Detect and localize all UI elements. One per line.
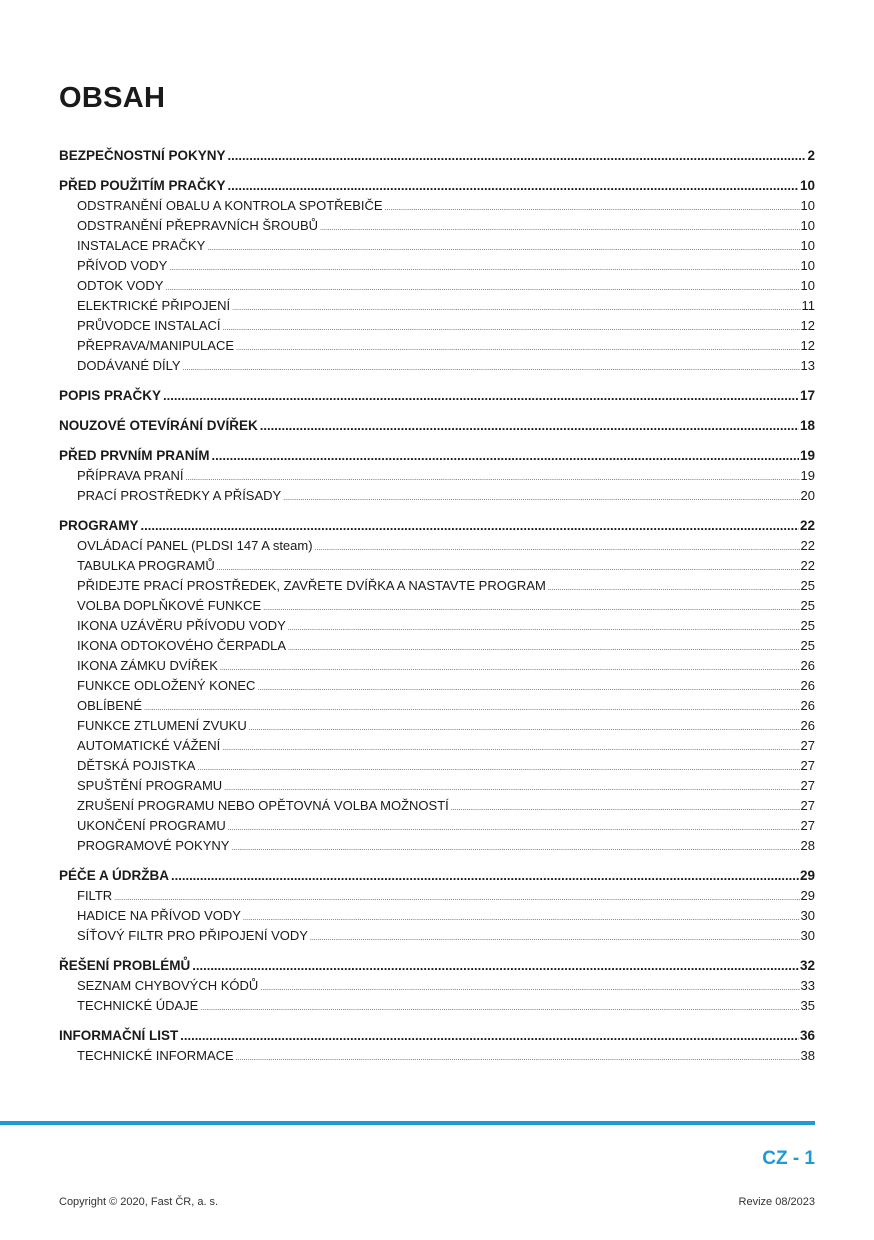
- toc-entry-title: ŘEŠENÍ PROBLÉMŮ: [59, 958, 191, 973]
- toc-entry-page: 26: [800, 698, 815, 713]
- toc-entry-title: TECHNICKÉ ÚDAJE: [77, 998, 199, 1013]
- dot-leader: [548, 585, 800, 592]
- toc-entry-title: PŘED POUŽITÍM PRAČKY: [59, 178, 226, 193]
- toc-entry-title: HADICE NA PŘÍVOD VODY: [77, 908, 241, 923]
- dot-leader: [207, 245, 799, 252]
- toc-entry-page: 25: [800, 578, 815, 593]
- toc-subentry[interactable]: [59, 358, 815, 378]
- dot-leader: [169, 265, 799, 272]
- toc-entry-title: NOUZOVÉ OTEVÍRÁNÍ DVÍŘEK: [59, 418, 258, 433]
- toc-entry-page: 10: [800, 258, 815, 273]
- dot-leader: [231, 845, 799, 852]
- dot-leader: [288, 625, 800, 632]
- dot-leader: [243, 915, 800, 922]
- toc-entry-page: 27: [800, 738, 815, 753]
- toc-subentry[interactable]: [59, 888, 815, 908]
- toc-entry-page: 11: [801, 298, 815, 313]
- toc-entry-page: 29: [800, 888, 815, 903]
- toc-entry-title: PŘÍPRAVA PRANÍ: [77, 468, 184, 483]
- dot-leader: [228, 178, 799, 193]
- toc-entry-page: 22: [800, 558, 815, 573]
- toc-entry-page: 27: [800, 798, 815, 813]
- revision-text: Revize 08/2023: [738, 1196, 815, 1208]
- toc-entry-title: OBLÍBENÉ: [77, 698, 143, 713]
- toc-subentry[interactable]: [59, 778, 815, 798]
- toc-entry-title: SÍŤOVÝ FILTR PRO PŘIPOJENÍ VODY: [77, 928, 308, 943]
- toc-subentry[interactable]: [59, 538, 815, 558]
- toc-subentry[interactable]: [59, 468, 815, 488]
- toc-chapter[interactable]: [59, 388, 815, 408]
- toc-subentry[interactable]: [59, 928, 815, 948]
- toc-subentry[interactable]: [59, 658, 815, 678]
- dot-leader: [283, 495, 799, 502]
- toc-entry-page: 25: [800, 638, 815, 653]
- toc-section: [59, 448, 815, 508]
- toc-subentry[interactable]: [59, 1048, 815, 1068]
- toc-entry-title: DĚTSKÁ POJISTKA: [77, 758, 196, 773]
- dot-leader: [141, 518, 799, 533]
- toc-entry-page: 36: [799, 1028, 815, 1043]
- toc-entry-title: ODTOK VODY: [77, 278, 164, 293]
- toc-chapter[interactable]: [59, 958, 815, 978]
- toc-entry-title: ZRUŠENÍ PROGRAMU NEBO OPĚTOVNÁ VOLBA MOŽNOSTÍ: [77, 798, 449, 813]
- toc-section: [59, 418, 815, 438]
- toc-subentry[interactable]: [59, 318, 815, 338]
- toc-entry-title: AUTOMATICKÉ VÁŽENÍ: [77, 738, 221, 753]
- toc-entry-title: SPUŠTĚNÍ PROGRAMU: [77, 778, 223, 793]
- toc-subentry[interactable]: [59, 218, 815, 238]
- dot-leader: [320, 225, 800, 232]
- toc-entry-title: FUNKCE ZTLUMENÍ ZVUKU: [77, 718, 247, 733]
- toc-chapter[interactable]: [59, 418, 815, 438]
- toc-entry-title: PROGRAMY: [59, 518, 139, 533]
- toc-entry-page: 10: [800, 218, 815, 233]
- toc-entry-title: PŘED PRVNÍM PRANÍM: [59, 448, 210, 463]
- toc-subentry[interactable]: [59, 338, 815, 358]
- toc-section: [59, 148, 815, 168]
- toc-entry-title: POPIS PRAČKY: [59, 388, 162, 403]
- dot-leader: [217, 565, 800, 572]
- toc-entry-page: 10: [800, 198, 815, 213]
- page-title: OBSAH: [59, 82, 166, 114]
- toc-subentry[interactable]: [59, 278, 815, 298]
- toc-chapter[interactable]: [59, 448, 815, 468]
- dot-leader: [257, 685, 799, 692]
- dot-leader: [144, 705, 800, 712]
- toc-entry-page: 22: [800, 538, 815, 553]
- toc-entry-title: PŘIDEJTE PRACÍ PROSTŘEDEK, ZAVŘETE DVÍŘKA A NASTAVTE PROGRAM: [77, 578, 546, 593]
- toc-entry-page: 26: [800, 718, 815, 733]
- toc-entry-title: FUNKCE ODLOŽENÝ KONEC: [77, 678, 256, 693]
- toc-section: [59, 518, 815, 858]
- toc-entry-page: 19: [799, 448, 815, 463]
- dot-leader: [236, 345, 800, 352]
- toc-entry-page: 10: [799, 178, 815, 193]
- toc-chapter[interactable]: [59, 148, 815, 168]
- toc-entry-page: 30: [800, 908, 815, 923]
- toc-subentry[interactable]: [59, 908, 815, 928]
- toc-entry-page: 28: [800, 838, 815, 853]
- toc-entry-page: 29: [799, 868, 815, 883]
- toc-section: [59, 388, 815, 408]
- toc-subentry[interactable]: [59, 838, 815, 858]
- toc-subentry[interactable]: [59, 638, 815, 658]
- toc-entry-title: VOLBA DOPLŇKOVÉ FUNKCE: [77, 598, 262, 613]
- toc-subentry[interactable]: [59, 758, 815, 778]
- dot-leader: [315, 545, 800, 552]
- dot-leader: [200, 1005, 799, 1012]
- dot-leader: [222, 745, 799, 752]
- dot-leader: [451, 805, 800, 812]
- dot-leader: [385, 205, 800, 212]
- toc-entry-title: ODSTRANĚNÍ PŘEPRAVNÍCH ŠROUBŮ: [77, 218, 319, 233]
- toc-entry-title: PRACÍ PROSTŘEDKY A PŘÍSADY: [77, 488, 282, 503]
- dot-leader: [260, 418, 799, 433]
- dot-leader: [192, 958, 799, 973]
- toc-entry-title: SEZNAM CHYBOVÝCH KÓDŮ: [77, 978, 259, 993]
- toc-entry-page: 10: [800, 278, 815, 293]
- dot-leader: [165, 285, 799, 292]
- dot-leader: [185, 475, 799, 482]
- toc-entry-page: 18: [799, 418, 815, 433]
- dot-leader: [197, 765, 799, 772]
- toc-entry-title: DODÁVANÉ DÍLY: [77, 358, 181, 373]
- table-of-contents: [59, 148, 815, 1078]
- toc-entry-page: 12: [800, 338, 815, 353]
- toc-entry-page: 27: [800, 758, 815, 773]
- toc-entry-title: PRŮVODCE INSTALACÍ: [77, 318, 221, 333]
- dot-leader: [224, 785, 799, 792]
- dot-leader: [220, 665, 800, 672]
- dot-leader: [249, 725, 800, 732]
- toc-entry-page: 13: [800, 358, 815, 373]
- toc-chapter[interactable]: [59, 518, 815, 538]
- toc-entry-page: 26: [800, 658, 815, 673]
- toc-entry-title: OVLÁDACÍ PANEL (PLDSI 147 A steam): [77, 538, 313, 553]
- toc-subentry[interactable]: [59, 238, 815, 258]
- toc-subentry[interactable]: [59, 798, 815, 818]
- toc-entry-page: 25: [800, 598, 815, 613]
- toc-section: [59, 958, 815, 1018]
- dot-leader: [114, 895, 799, 902]
- toc-entry-title: ODSTRANĚNÍ OBALU A KONTROLA SPOTŘEBIČE: [77, 198, 383, 213]
- dot-leader: [171, 868, 799, 883]
- dot-leader: [263, 605, 799, 612]
- toc-entry-page: 10: [800, 238, 815, 253]
- toc-entry-title: TECHNICKÉ INFORMACE: [77, 1048, 234, 1063]
- toc-entry-page: 32: [799, 958, 815, 973]
- toc-entry-title: UKONČENÍ PROGRAMU: [77, 818, 226, 833]
- toc-subentry[interactable]: [59, 578, 815, 598]
- toc-entry-title: IKONA UZÁVĚRU PŘÍVODU VODY: [77, 618, 286, 633]
- dot-leader: [310, 935, 800, 942]
- toc-section: [59, 178, 815, 378]
- toc-entry-title: IKONA ODTOKOVÉHO ČERPADLA: [77, 638, 287, 653]
- dot-leader: [228, 148, 807, 163]
- toc-subentry[interactable]: [59, 258, 815, 278]
- toc-entry-page: 17: [799, 388, 815, 403]
- toc-subentry[interactable]: [59, 998, 815, 1018]
- footer-divider: [0, 1121, 815, 1125]
- dot-leader: [260, 985, 799, 992]
- toc-entry-title: IKONA ZÁMKU DVÍŘEK: [77, 658, 218, 673]
- toc-entry-page: 35: [800, 998, 815, 1013]
- toc-entry-title: PÉČE A ÚDRŽBA: [59, 868, 170, 883]
- toc-chapter[interactable]: [59, 178, 815, 198]
- toc-entry-page: 22: [799, 518, 815, 533]
- toc-subentry[interactable]: [59, 678, 815, 698]
- toc-entry-page: 33: [800, 978, 815, 993]
- toc-subentry[interactable]: [59, 618, 815, 638]
- toc-entry-title: INFORMAČNÍ LIST: [59, 1028, 179, 1043]
- toc-entry-title: PROGRAMOVÉ POKYNY: [77, 838, 230, 853]
- toc-entry-page: 26: [800, 678, 815, 693]
- dot-leader: [288, 645, 800, 652]
- dot-leader: [236, 1055, 800, 1062]
- dot-leader: [228, 825, 800, 832]
- toc-entry-title: FILTR: [77, 888, 113, 903]
- toc-section: [59, 868, 815, 948]
- toc-subentry[interactable]: [59, 718, 815, 738]
- toc-subentry[interactable]: [59, 558, 815, 578]
- toc-subentry[interactable]: [59, 198, 815, 218]
- toc-subentry[interactable]: [59, 698, 815, 718]
- toc-entry-page: 38: [800, 1048, 815, 1063]
- toc-chapter[interactable]: [59, 868, 815, 888]
- toc-subentry[interactable]: [59, 298, 815, 318]
- toc-entry-page: 27: [800, 818, 815, 833]
- copyright-text: Copyright © 2020, Fast ČR, a. s.: [59, 1196, 219, 1208]
- toc-entry-page: 25: [800, 618, 815, 633]
- page-number: CZ - 1: [762, 1148, 815, 1169]
- toc-entry-page: 30: [800, 928, 815, 943]
- toc-chapter[interactable]: [59, 1028, 815, 1048]
- toc-subentry[interactable]: [59, 488, 815, 508]
- toc-subentry[interactable]: [59, 818, 815, 838]
- dot-leader: [183, 365, 800, 372]
- toc-entry-page: 2: [807, 148, 815, 163]
- toc-entry-page: 19: [800, 468, 815, 483]
- toc-entry-page: 20: [800, 488, 815, 503]
- toc-section: [59, 1028, 815, 1068]
- toc-entry-page: 27: [800, 778, 815, 793]
- dot-leader: [180, 1028, 799, 1043]
- dot-leader: [212, 448, 799, 463]
- toc-entry-title: INSTALACE PRAČKY: [77, 238, 206, 253]
- toc-entry-title: PŘÍVOD VODY: [77, 258, 168, 273]
- toc-entry-page: 12: [800, 318, 815, 333]
- dot-leader: [232, 305, 800, 312]
- toc-entry-title: PŘEPRAVA/MANIPULACE: [77, 338, 235, 353]
- toc-subentry[interactable]: [59, 978, 815, 998]
- toc-entry-title: BEZPEČNOSTNÍ POKYNY: [59, 148, 226, 163]
- toc-subentry[interactable]: [59, 738, 815, 758]
- dot-leader: [223, 325, 800, 332]
- toc-subentry[interactable]: [59, 598, 815, 618]
- toc-entry-title: TABULKA PROGRAMŮ: [77, 558, 215, 573]
- dot-leader: [163, 388, 799, 403]
- toc-entry-title: ELEKTRICKÉ PŘIPOJENÍ: [77, 298, 231, 313]
